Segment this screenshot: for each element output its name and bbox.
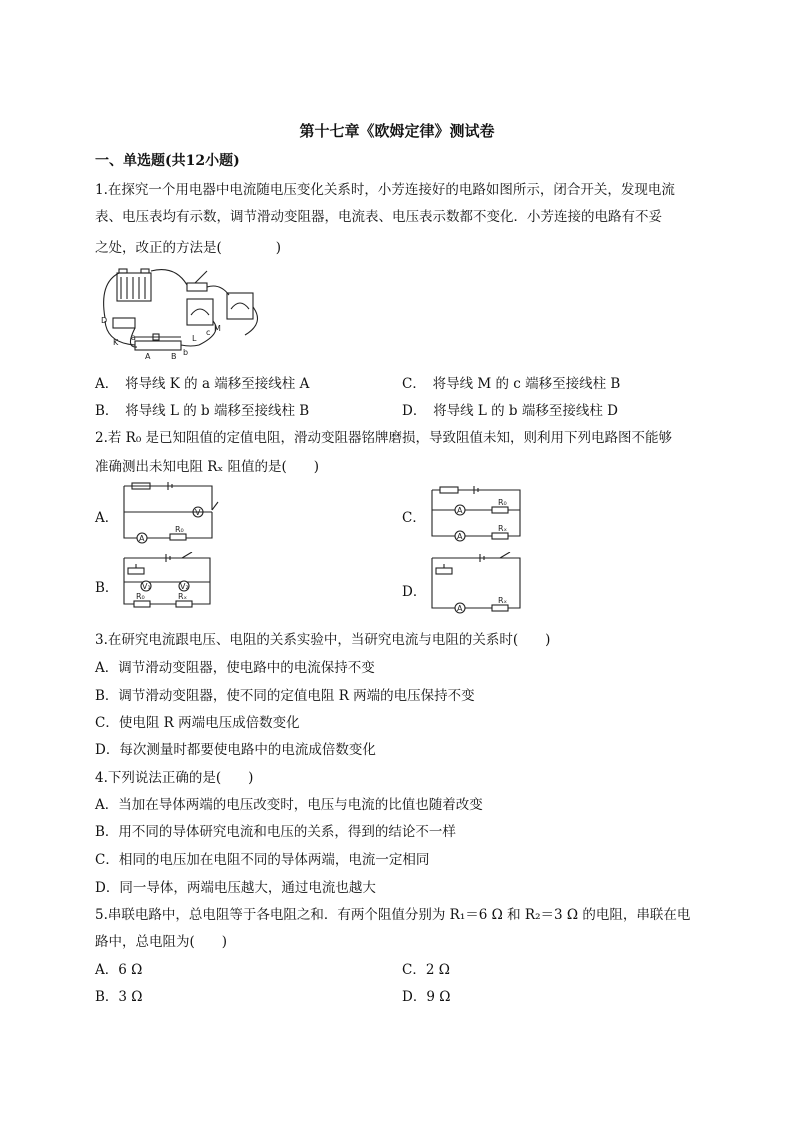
page-title: 第十七章《欧姆定律》测试卷 [299,122,495,140]
q1-label-b: B [171,352,177,361]
q2a-meter-a: A [139,534,145,543]
q2c-r0: R₀ [498,498,507,507]
q2-option-d[interactable]: D． [402,584,427,600]
q5-option-d[interactable]: D．9 Ω [402,989,451,1005]
q1-label-a: A [145,352,151,361]
q1-option-c[interactable]: C． 将导线 M 的 c 端移至接线柱 B [402,376,621,392]
q5-option-c[interactable]: C．2 Ω [402,962,450,978]
q2-option-a[interactable]: A． [95,510,119,526]
q2-stem-line1: 2.若 R₀ 是已知阻值的定值电阻，滑动变阻器铭牌磨损，导致阻值未知，则利用下列电路图不能够 [95,430,673,446]
q1-option-d[interactable]: D． 将导线 L 的 b 端移至接线柱 D [402,403,618,419]
q5-option-b[interactable]: B．3 Ω [95,989,143,1005]
q4-option-a[interactable]: A．当加在导体两端的电压改变时，电压与电流的比值也随着改变 [95,797,483,813]
q2b-meter-v1: V₁ [142,582,151,591]
q2c-meter-a1: A [457,506,463,515]
q2a-meter-v: V [195,508,201,517]
q3-stem: 3.在研究电流跟电压、电阻的关系实验中，当研究电流与电阻的关系时( ) [95,632,551,648]
q2d-rx: Rₓ [498,596,508,605]
q3-option-b[interactable]: B．调节滑动变阻器，使不同的定值电阻 R 两端的电压保持不变 [95,688,475,704]
q2b-meter-v2: V₂ [180,582,189,591]
q5-option-a[interactable]: A．6 Ω [95,962,143,978]
q1-label-a-lower: a [131,333,136,342]
q1-stem-line1: 1.在探究一个用电器中电流随电压变化关系时，小芳连接好的电路如图所示，闭合开关，发现电流 [95,182,675,198]
q2b-r0: R₀ [136,592,145,601]
q1-option-a[interactable]: A． 将导线 K 的 a 端移至接线柱 A [95,376,310,392]
q2c-rx: Rₓ [498,524,508,533]
q2-option-c[interactable]: C． [402,510,426,526]
q2c-meter-a2: A [457,532,463,541]
q2-circuit-c [428,484,528,550]
q1-label-d: D [101,316,108,325]
q1-option-b[interactable]: B． 将导线 L 的 b 端移至接线柱 B [95,403,310,419]
q3-option-c[interactable]: C．使电阻 R 两端电压成倍数变化 [95,715,300,731]
q1-label-k: K [113,338,119,347]
q1-label-b-lower: b [183,348,189,357]
q1-label-c: c [206,328,211,337]
q3-option-a[interactable]: A．调节滑动变阻器，使电路中的电流保持不变 [95,660,375,676]
q2-stem-line2: 准确测出未知电阻 Rₓ 阻值的是( ) [95,459,320,475]
q4-option-c[interactable]: C．相同的电压加在电阻不同的导体两端，电流一定相同 [95,852,430,868]
q1-stem-line3: 之处，改正的方法是( ) [95,240,282,256]
q4-stem: 4.下列说法正确的是( ) [95,770,254,786]
q1-circuit-figure [95,263,265,363]
q2-circuit-b [120,552,220,612]
section-heading: 一、单选题(共12小题) [95,153,240,169]
q2-circuit-a [120,482,220,548]
q2b-rx: Rₓ [178,592,188,601]
q2-circuit-d [428,552,528,614]
q2-option-b[interactable]: B． [95,580,119,596]
q5-stem-line2: 路中，总电阻为( ) [95,934,228,950]
q2d-meter-a: A [457,604,463,613]
q3-option-d[interactable]: D．每次测量时都要使电路中的电流成倍数变化 [95,742,376,758]
q4-option-d[interactable]: D．同一导体，两端电压越大，通过电流也越大 [95,880,376,896]
q1-label-m: M [214,324,221,333]
q1-stem-line2: 表、电压表均有示数，调节滑动变阻器，电流表、电压表示数都不变化．小芳连接的电路有不妥 [95,209,662,225]
q5-stem-line1: 5.串联电路中，总电阻等于各电阻之和．有两个阻值分别为 R₁＝6 Ω 和 R₂＝3 Ω 的电阻，串联在电 [95,907,691,923]
q1-label-l: L [192,334,197,343]
q4-option-b[interactable]: B．用不同的导体研究电流和电压的关系，得到的结论不一样 [95,824,456,840]
q2a-r0: R₀ [175,525,184,534]
